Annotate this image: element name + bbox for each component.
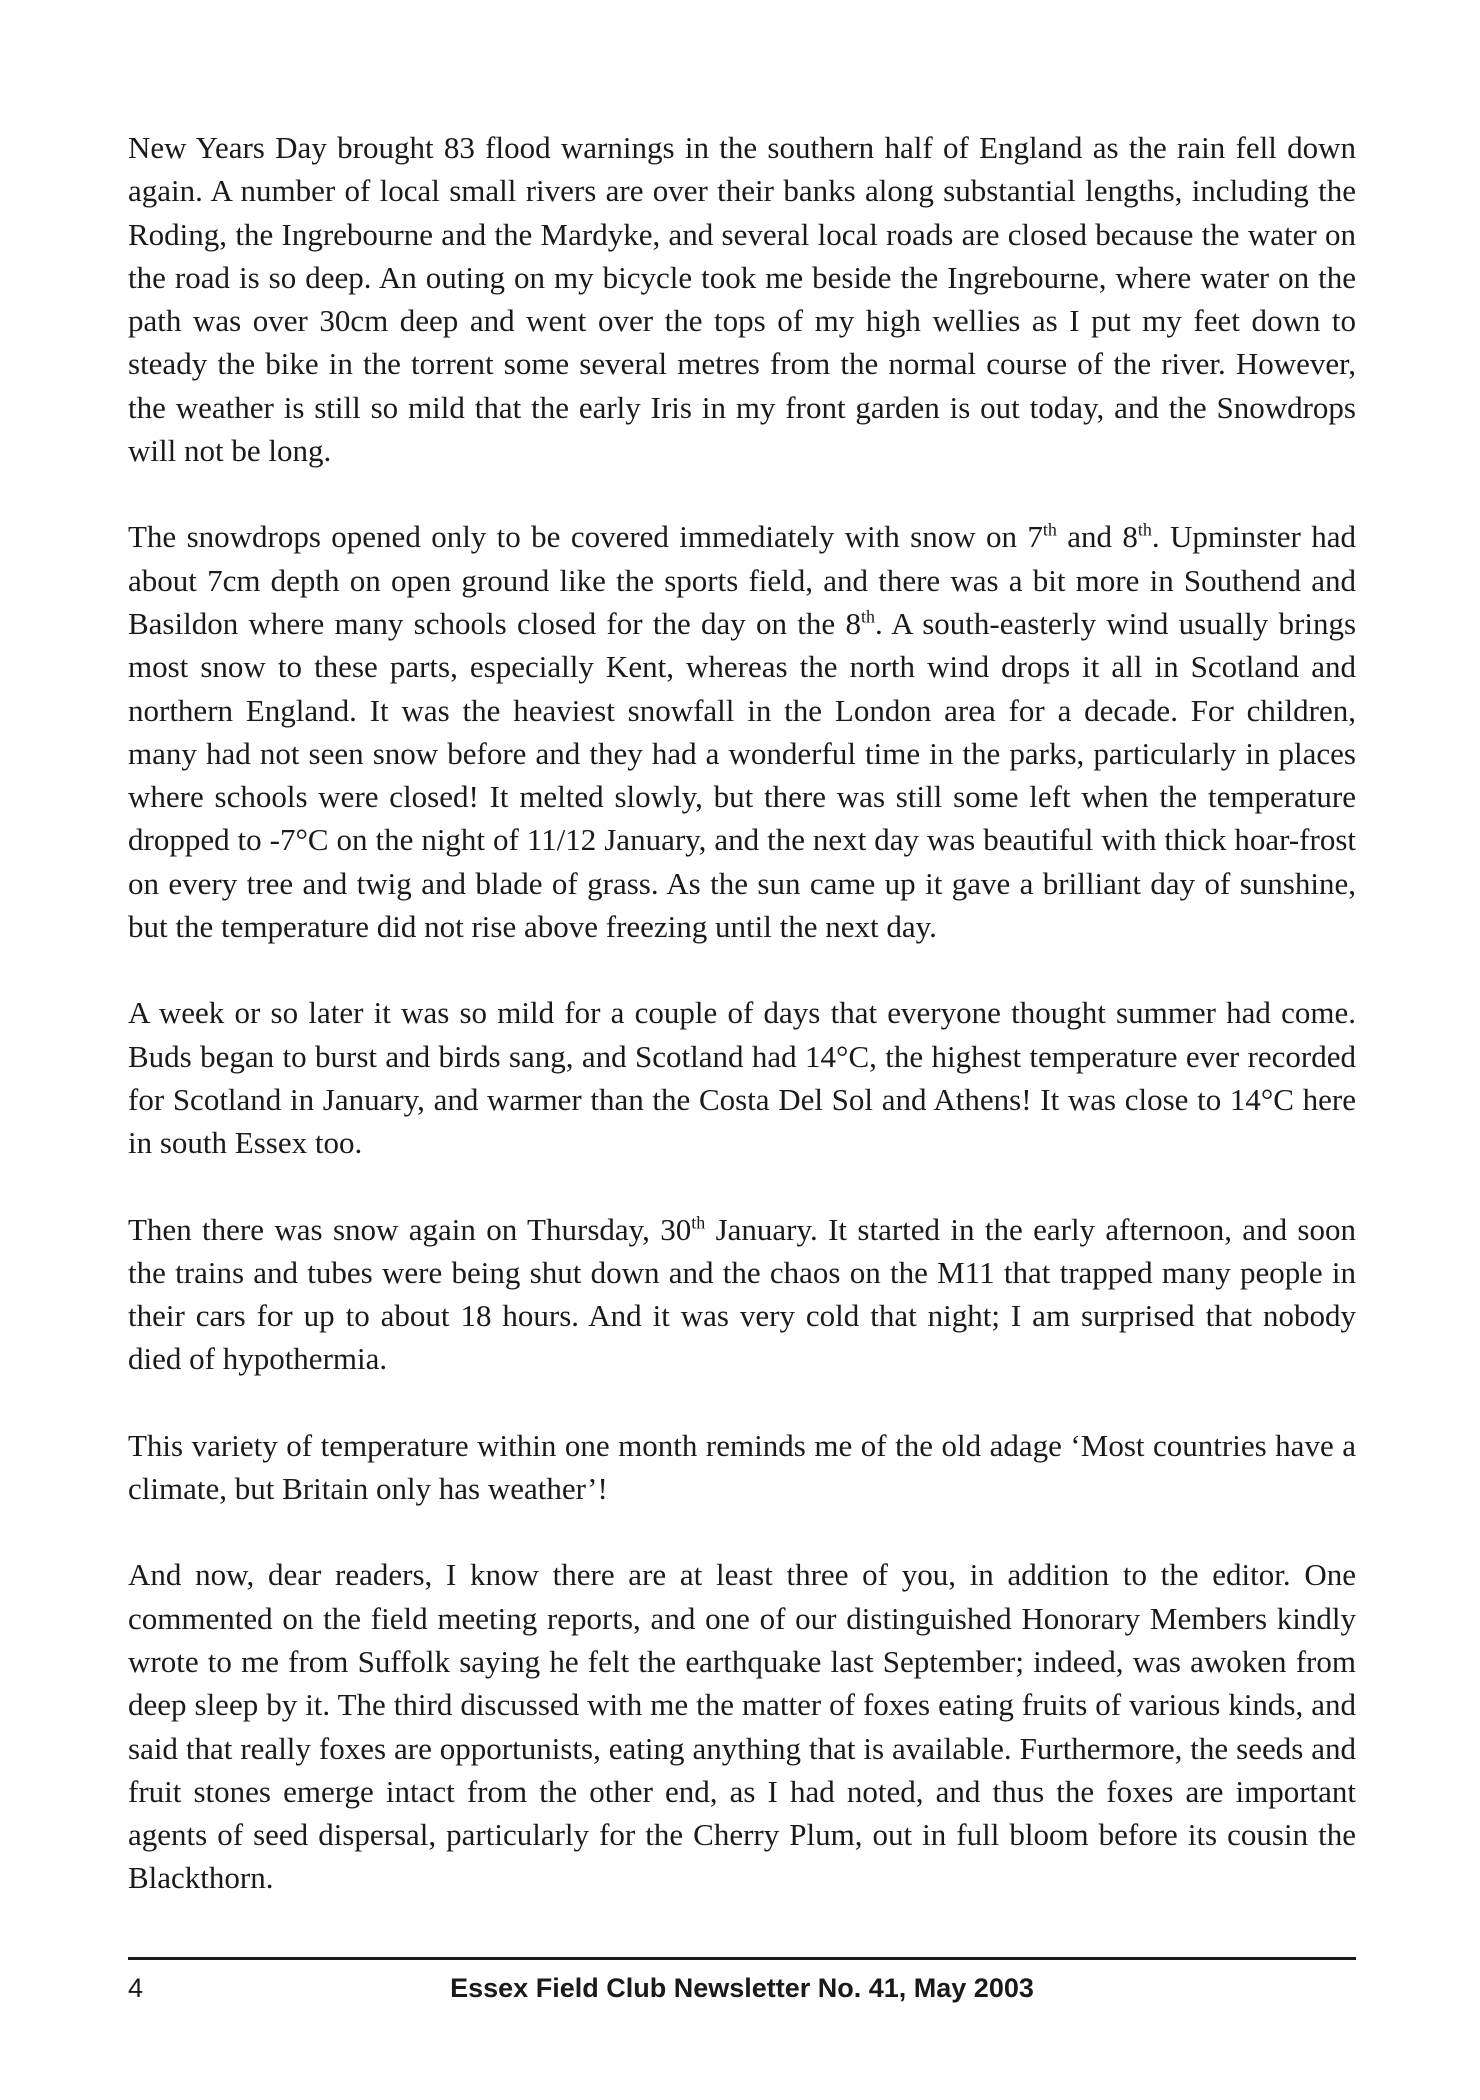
paragraph-text: New Years Day brought 83 flood warnings in the southern half of England as the rain fell down again. A number of local small rivers are over their banks along substantial lengths, including the Roding, the Ingrebourne and the Mardyke, and several local roads are closed because the water on the road is so deep. An outing on my bicycle took me beside the Ingrebourne, where water on the path was over 30cm deep and went over the tops of my high wellies as I put my feet down to steady the bike in the torrent some several metres from the normal course of the river. However, the weather is still so mild that the early Iris in my front garden is out today, and the Snowdrops will not be long.	[128, 130, 1356, 469]
paragraph-text: And now, dear readers, I know there are at least three of you, in addition to the editor. One commented on the field meeting reports, and one of our distinguished Honorary Members kindly wrote to me from Suffolk saying he felt the earthquake last September; indeed, was awoken from deep sleep by it. The third discussed with me the matter of foxes eating fruits of various kinds, and said that really foxes are opportunists, eating anything that is available. Furthermore, the seeds and fruit stones emerge intact from the other end, as I had noted, and thus the foxes are important agents of seed dispersal, particularly for the Cherry Plum, out in full bloom before its cousin the Blackthorn.	[128, 1557, 1356, 1896]
paragraph-text: This variety of temperature within one month reminds me of the old adage ‘Most countries have a climate, but Britain only has weather’!	[128, 1427, 1356, 1507]
paragraph-text: . Upminster had about 7cm depth on open ground like the sports field, and there was a bit more in Southend and Basildon where many schools closed for the day on the 8	[128, 519, 1356, 641]
page-footer	[128, 1968, 1356, 2008]
ordinal-suffix: th	[860, 606, 875, 627]
paragraph	[128, 1424, 1356, 1511]
paragraph	[128, 991, 1356, 1164]
paragraph-text: Then there was snow again on Thursday, 30	[128, 1211, 692, 1247]
paragraph-text: The snowdrops opened only to be covered immediately with snow on 7	[128, 519, 1043, 555]
footer-divider	[128, 1957, 1356, 1960]
paragraph	[128, 126, 1356, 472]
ordinal-suffix: th	[1042, 520, 1057, 541]
paragraph-text: A week or so later it was so mild for a couple of days that everyone thought summer had come. Buds began to burst and birds sang, and Scotland had 14°C, the highest temperature ever recorded for Scotland in January, and warmer than the Costa Del Sol and Athens! It was close to 14°C here in south Essex too.	[128, 995, 1356, 1161]
newsletter-title: Essex Field Club Newsletter No. 41, May 2003	[450, 1973, 1034, 2003]
page-number: 4	[128, 1973, 144, 2003]
paragraph-text: and 8	[1056, 519, 1138, 555]
paragraph	[128, 1553, 1356, 1899]
paragraph-text: . A south-easterly wind usually brings most snow to these parts, especially Kent, whereas the north wind drops it all in Scotland and northern England. It was the heaviest snowfall in the London area for a decade. For children, many had not seen snow before and they had a wonderful time in the parks, particularly in places where schools were closed! It melted slowly, but there was still some left when the temperature dropped to -7°C on the night of 11/12 January, and the next day was beautiful with thick hoar-frost on every tree and twig and blade of grass. As the sun came up it gave a brilliant day of sunshine, but the temperature did not rise above freezing until the next day.	[128, 605, 1357, 945]
ordinal-suffix: th	[1137, 520, 1152, 541]
paragraph-text: January. It started in the early afternoon, and soon the trains and tubes were being shut down and the chaos on the M11 that trapped many people in their cars for up to about 18 hours. And it was very cold that night; I am surprised that nobody died of hypothermia.	[128, 1211, 1356, 1377]
paragraph	[128, 515, 1356, 948]
paragraph	[128, 1208, 1356, 1381]
ordinal-suffix: th	[691, 1212, 706, 1233]
article-body	[128, 126, 1356, 1900]
